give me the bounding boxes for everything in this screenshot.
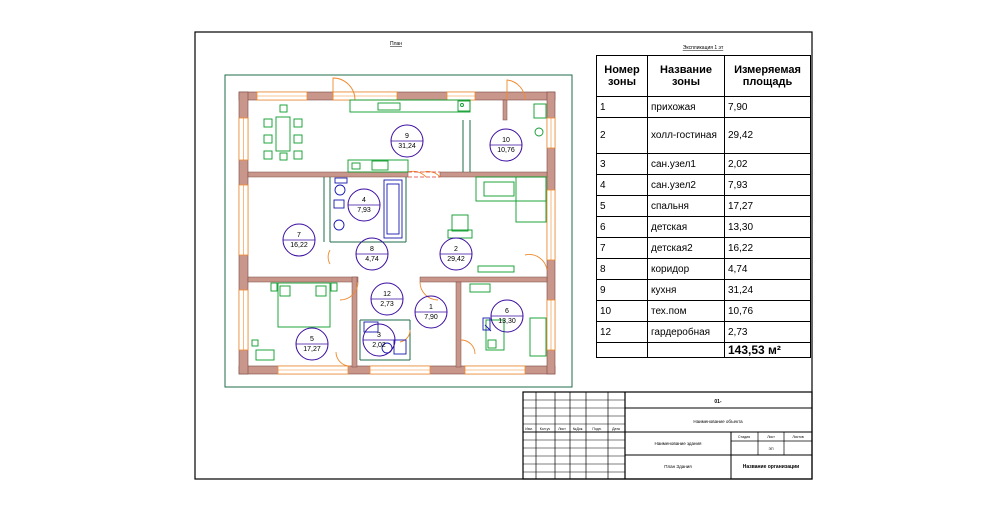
room-number: 4: [597, 175, 648, 196]
room-marker-number: 5: [310, 336, 314, 343]
room-area: 7,90: [725, 97, 811, 118]
col-label: Лист: [558, 427, 566, 431]
table-row: [597, 154, 811, 175]
room-name: коридор: [648, 259, 725, 280]
table-row: [597, 301, 811, 322]
room-number: 8: [597, 259, 648, 280]
room-marker-number: 8: [370, 246, 374, 253]
table-row: [597, 238, 811, 259]
room-marker: [363, 324, 395, 356]
room-area: 7,93: [725, 175, 811, 196]
table-row: [597, 97, 811, 118]
room-name: холл-гостиная: [648, 118, 725, 154]
room-number: 1: [597, 97, 648, 118]
table-header-row: [597, 56, 811, 97]
room-marker: [391, 125, 423, 157]
room-marker-number: 10: [502, 137, 510, 144]
room-area: 2,73: [725, 322, 811, 343]
room-number: 10: [597, 301, 648, 322]
room-marker-number: 12: [383, 291, 391, 298]
room-name: детская: [648, 217, 725, 238]
room-marker-number: 1: [429, 304, 433, 311]
room-marker-number: 6: [505, 308, 509, 315]
room-area: 17,27: [725, 196, 811, 217]
room-marker-area: 10,76: [497, 147, 515, 154]
room-marker: [356, 238, 388, 270]
room-marker-area: 7,93: [357, 207, 371, 214]
room-area: 4,74: [725, 259, 811, 280]
sheets-label: Листов: [792, 435, 804, 439]
table-row: [597, 280, 811, 301]
room-marker-area: 7,90: [424, 314, 438, 321]
col-label: Дата: [612, 427, 620, 431]
room-number: 12: [597, 322, 648, 343]
room-marker-area: 4,74: [365, 256, 379, 263]
room-marker-area: 2,73: [380, 301, 394, 308]
room-marker-area: 29,42: [447, 256, 465, 263]
room-marker-area: 31,24: [398, 143, 416, 150]
room-number: 7: [597, 238, 648, 259]
table-row: [597, 217, 811, 238]
organization-name: Название организации: [742, 464, 800, 470]
room-marker-area: 16,22: [290, 242, 308, 249]
room-name: кухня: [648, 280, 725, 301]
col-label: №Док.: [572, 427, 584, 431]
table-total-row: [597, 343, 811, 358]
total-area: 143,53 м²: [725, 343, 811, 358]
room-number: 5: [597, 196, 648, 217]
room-marker-area: 2,02: [372, 342, 386, 349]
building-name: Наименование здания: [654, 441, 702, 446]
room-area: 2,02: [725, 154, 811, 175]
room-marker-number: 9: [405, 133, 409, 140]
drawing-code: 01-: [714, 399, 722, 405]
header-area: Измеряемая площадь: [725, 56, 811, 97]
room-name: прихожая: [648, 97, 725, 118]
plumbing: [334, 178, 491, 354]
header-name: Название зоны: [648, 56, 725, 97]
col-label: Изм.: [525, 427, 533, 431]
explication-table: [596, 55, 811, 358]
room-marker: [440, 238, 472, 270]
room-marker: [348, 189, 380, 221]
title-block-labels: [525, 399, 804, 470]
room-marker-number: 2: [454, 246, 458, 253]
col-label: Подп.: [592, 427, 602, 431]
room-number: 9: [597, 280, 648, 301]
room-name: спальня: [648, 196, 725, 217]
room-name: детская2: [648, 238, 725, 259]
stage-label: Стадия: [738, 435, 750, 439]
room-number: 3: [597, 154, 648, 175]
room-marker: [415, 296, 447, 328]
room-area: 16,22: [725, 238, 811, 259]
room-marker: [371, 283, 403, 315]
col-label: Кол.уч: [539, 427, 551, 431]
total-empty-cell: [648, 343, 725, 358]
room-marker-number: 3: [377, 332, 381, 339]
room-number: 6: [597, 217, 648, 238]
room-area: 29,42: [725, 118, 811, 154]
total-empty-cell: [597, 343, 648, 358]
header-number: Номер зоны: [597, 56, 648, 97]
room-marker-area: 17,27: [303, 346, 321, 353]
table-row: [597, 322, 811, 343]
room-marker-number: 7: [297, 232, 301, 239]
room-marker: [490, 129, 522, 161]
room-marker-area: 13,30: [498, 318, 516, 325]
table-row: [597, 118, 811, 154]
room-area: 10,76: [725, 301, 811, 322]
table-row: [597, 259, 811, 280]
room-area: 31,24: [725, 280, 811, 301]
table-title: Экспликация 1 эт: [682, 45, 724, 51]
room-name: сан.узел2: [648, 175, 725, 196]
sheet-label: Лист: [767, 435, 775, 439]
stage-value: ЭП: [768, 447, 774, 451]
room-number: 2: [597, 118, 648, 154]
room-name: гардеробная: [648, 322, 725, 343]
room-marker: [296, 328, 328, 360]
room-marker-number: 4: [362, 197, 366, 204]
plan-title: План: [389, 41, 403, 47]
room-marker: [283, 224, 315, 256]
object-name: Наименование объекта: [693, 419, 743, 424]
sheet-name: План Здания: [664, 464, 692, 469]
table-row: [597, 196, 811, 217]
room-name: сан.узел1: [648, 154, 725, 175]
room-marker: [491, 300, 523, 332]
table-row: [597, 175, 811, 196]
room-area: 13,30: [725, 217, 811, 238]
room-name: тех.пом: [648, 301, 725, 322]
